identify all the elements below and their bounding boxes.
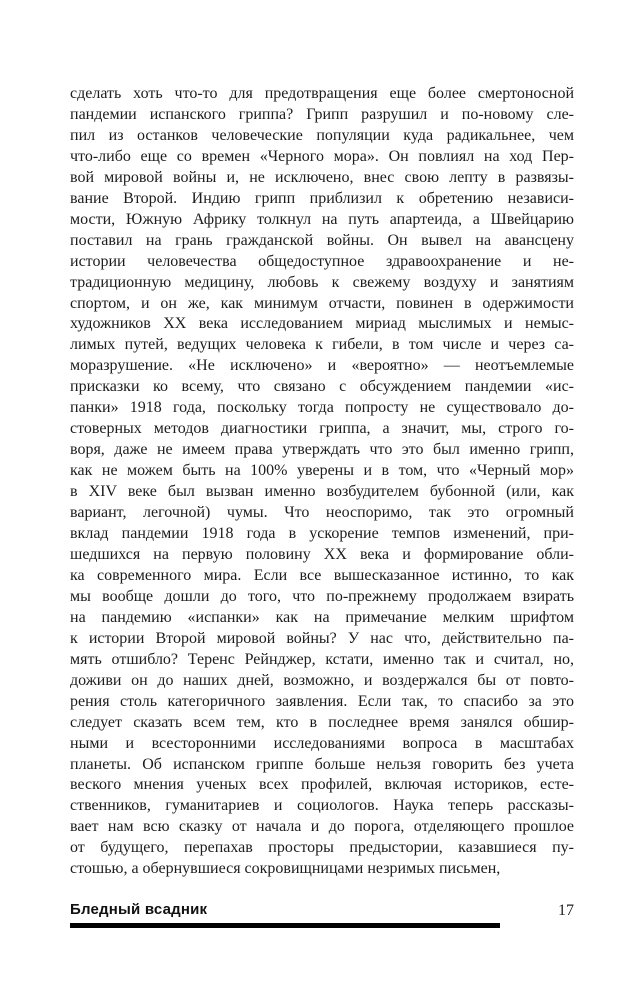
text-line: от будущего, перепахав просторы предыстории, казавшиеся пу- — [70, 839, 574, 857]
text-line: планеты. Об испанском гриппе больше нельзя говорить без учета — [70, 755, 574, 773]
footer-left — [70, 901, 500, 928]
text-line: на пандемию «испанки» как на примечание мелким шрифтом — [70, 608, 574, 626]
text-line: вание Второй. Индию грипп приблизил к обретению независи- — [70, 189, 574, 207]
text-line: ственников, гуманитариев и социологов. Наука теперь рассказы- — [70, 797, 574, 815]
text-line: моразрушение. «Не исключено» и «вероятно» — неотъемлемые — [70, 357, 574, 375]
text-line: как не можем быть на 100% уверены и в том, что «Черный мор» — [70, 462, 574, 480]
text-line: мы вообще дошли до того, что по-прежнему продолжаем взирать — [70, 587, 574, 605]
text-line: вает нам всю сказку от начала и до порога, отделяющего прошлое — [70, 818, 574, 836]
text-line: вариант, легочной) чумы. Что неоспоримо, так это огромный — [70, 504, 574, 522]
text-line: рения столь категоричного заявления. Если так, то спасибо за это — [70, 692, 574, 710]
text-line: лимых путей, ведущих человека к гибели, в том числе и через са- — [70, 336, 574, 354]
page-number: 17 — [558, 902, 574, 919]
text-line: истории человечества общедоступное здравоохранение и не- — [70, 252, 574, 270]
text-line: поставил на грань гражданской войны. Он вывел на авансцену — [70, 231, 574, 249]
text-line: стоверных методов диагностики гриппа, а значит, мы, строго го- — [70, 420, 574, 438]
text-line: традиционную медицину, любовь к свежему воздуху и занятиям — [70, 273, 574, 291]
text-line: пил из останков человеческие популяции куда радикальнее, чем — [70, 126, 574, 144]
text-line: шедшихся на первую половину XX века и формирование обли- — [70, 545, 574, 563]
page-footer — [70, 901, 574, 928]
text-line: следует сказать всем тем, кто в последнее время занялся обшир- — [70, 713, 574, 731]
text-line: к истории Второй мировой войны? У нас что, действительно па- — [70, 629, 574, 647]
text-line: вклад пандемии 1918 года в ускорение темпов изменений, при- — [70, 525, 574, 543]
text-line: вой мировой войны и, не исключено, внес свою лепту в развязы- — [70, 168, 574, 186]
text-line: в XIV веке был вызван именно возбудителем бубонной (или, как — [70, 483, 574, 501]
text-line: что-либо еще со времен «Черного мора». Он повлиял на ход Пер- — [70, 147, 574, 165]
text-line: спортом, и он же, как минимум отчасти, повинен в одержимости — [70, 294, 574, 312]
text-line: мости, Южную Африку толкнул на путь апартеида, а Швейцарию — [70, 210, 574, 228]
body-text — [70, 84, 574, 880]
footer-rule — [70, 923, 500, 928]
text-line: присказки ко всему, что связано с обсуждением пандемии «ис- — [70, 378, 574, 396]
text-line: воря, даже не имеем права утверждать что это был именно грипп, — [70, 441, 574, 459]
running-title: Бледный всадник — [70, 901, 208, 918]
text-line: пандемии испанского гриппа? Грипп разрушил и по-новому сле- — [70, 105, 574, 123]
text-line: доживи он до наших дней, возможно, и воздержался бы от повто- — [70, 671, 574, 689]
text-line: сделать хоть что-то для предотвращения еще более смертоносной — [70, 85, 574, 102]
text-line: ка современного мира. Если все вышесказанное истинно, то как — [70, 566, 574, 584]
text-line: художников XX века исследованием мириад мыслимых и немыс- — [70, 315, 574, 333]
text-line: ными и всесторонними исследованиями вопроса в масштабах — [70, 734, 574, 752]
text-line: мять отшибло? Теренс Рейнджер, кстати, именно так и считал, но, — [70, 650, 574, 668]
text-line: стошью, а обернувшиеся сокровищницами незримых письмен, — [70, 860, 501, 878]
text-line: веского мнения ученых всех профилей, включая историков, есте- — [70, 776, 574, 794]
text-line: панки» 1918 года, поскольку тогда попросту не существовало до- — [70, 399, 574, 417]
